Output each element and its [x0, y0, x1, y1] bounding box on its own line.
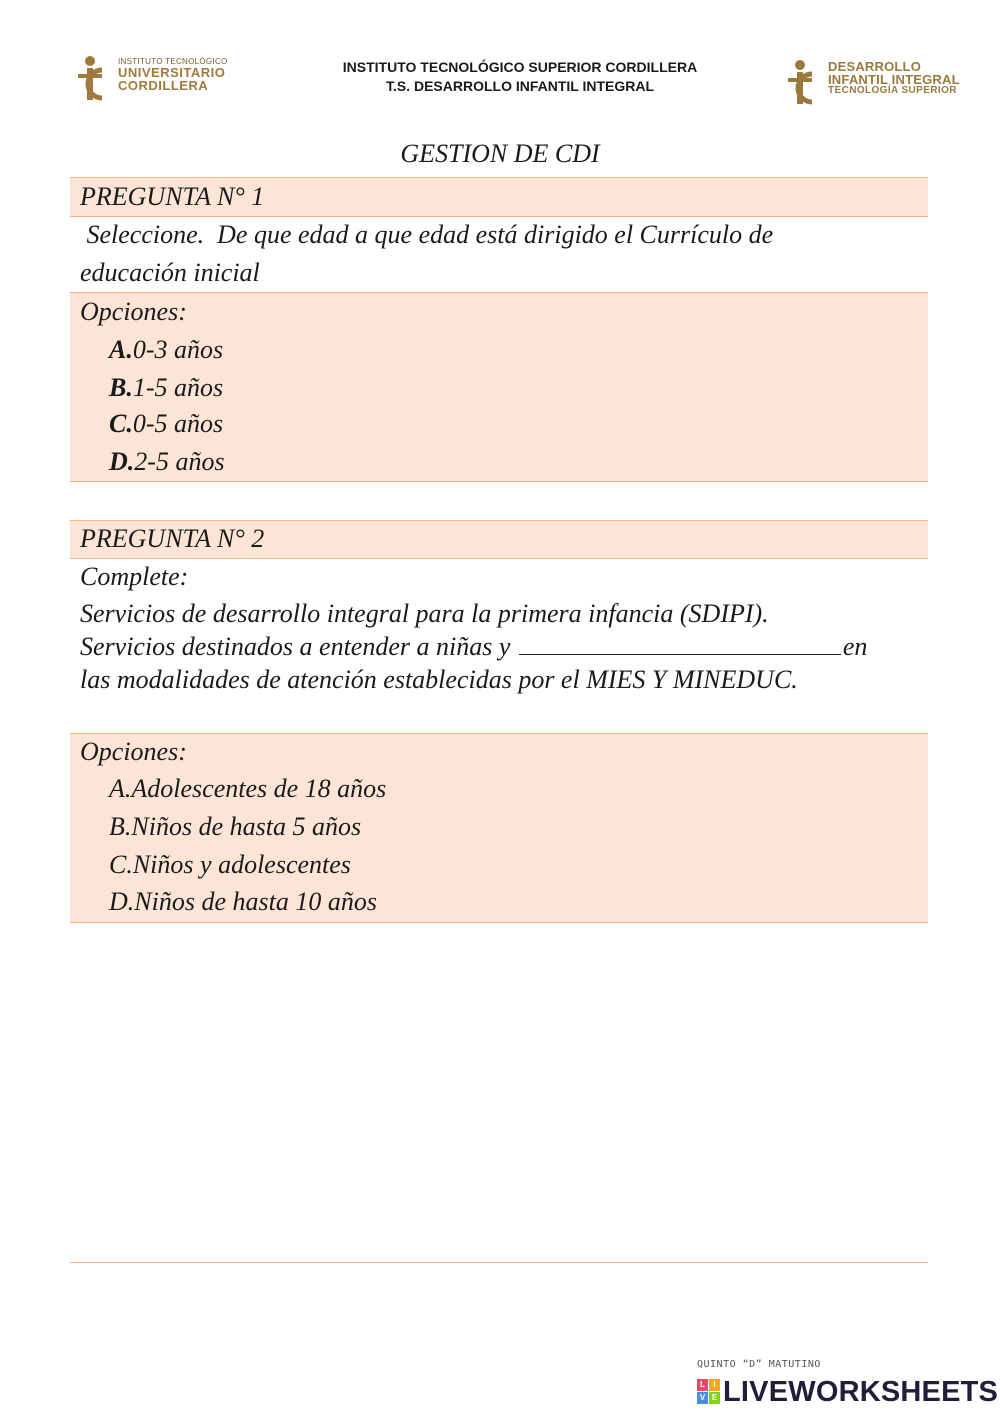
option-letter: B. — [109, 812, 132, 841]
institution-header — [280, 58, 760, 96]
left-logo-line2: UNIVERSITARIO — [118, 65, 226, 80]
q1-prompt-line2: educación inicial — [80, 258, 260, 287]
q1-option-c[interactable] — [109, 411, 223, 437]
option-letter: B. — [109, 373, 133, 402]
badge-letter-e: E — [709, 1392, 720, 1404]
option-letter: A. — [109, 335, 133, 364]
option-letter: C. — [109, 409, 133, 438]
right-logo-line3: TECNOLOGÍA SUPERIOR — [828, 85, 957, 96]
left-logo — [72, 52, 242, 106]
q1-option-b[interactable] — [109, 375, 223, 401]
left-logo-line1: INSTITUTO TECNOLÓGICO — [118, 57, 228, 66]
left-logo-text — [118, 58, 228, 92]
q2-option-b[interactable] — [109, 814, 361, 840]
q2-option-d[interactable] — [109, 889, 377, 915]
q1-option-a[interactable] — [109, 337, 223, 363]
option-letter: D. — [109, 447, 135, 476]
footer-divider — [70, 1262, 928, 1263]
badge-letter-i: I — [709, 1379, 720, 1391]
answer-blank[interactable] — [519, 634, 841, 655]
option-text: Niños y adolescentes — [132, 850, 351, 879]
option-text: Adolescentes de 18 años — [131, 774, 387, 803]
q2-sentence-line3: las modalidades de atención establecidas por el MIES Y MINEDUC. — [80, 665, 798, 694]
q2-sentence-line2 — [80, 634, 867, 660]
option-text: 0-5 años — [132, 409, 224, 438]
footer-note: QUINTO “D” MATUTINO — [697, 1359, 821, 1370]
q1-option-d[interactable] — [109, 449, 225, 475]
q2-line2-before: Servicios destinados a entender a niñas y — [80, 632, 517, 661]
q2-instruction: Complete: — [80, 562, 189, 591]
liveworksheets-logo-icon — [697, 1379, 721, 1405]
option-letter: A. — [109, 774, 132, 803]
liveworksheets-wordmark: LIVEWORKSHEETS — [723, 1376, 999, 1408]
q1-prompt-line1: Seleccione. De que edad a que edad está dirigido el Currículo de — [80, 220, 774, 249]
q2-line2-after: en — [842, 632, 868, 661]
q2-heading: PREGUNTA N° 2 — [80, 524, 265, 553]
option-text: Niños de hasta 5 años — [131, 812, 362, 841]
cordillera-logo-icon — [72, 54, 108, 104]
right-logo — [782, 56, 972, 110]
right-logo-text — [828, 60, 960, 96]
program-logo-icon — [782, 58, 818, 108]
q2-option-c[interactable] — [109, 852, 351, 878]
institution-name: INSTITUTO TECNOLÓGICO SUPERIOR CORDILLERA — [342, 59, 698, 75]
option-text: 2-5 años — [134, 447, 225, 476]
option-text: 1-5 años — [132, 373, 224, 402]
right-logo-line1: DESARROLLO — [828, 59, 921, 74]
option-text: Niños de hasta 10 años — [134, 887, 377, 916]
program-name: T.S. DESARROLLO INFANTIL INTEGRAL — [385, 78, 655, 94]
badge-letter-l: L — [697, 1379, 708, 1391]
right-logo-line2: INFANTIL INTEGRAL — [828, 72, 960, 87]
q2-option-a[interactable] — [109, 776, 386, 802]
badge-letter-v: V — [697, 1392, 708, 1404]
option-text: 0-3 años — [132, 335, 224, 364]
q1-heading: PREGUNTA N° 1 — [80, 182, 265, 211]
page-title: GESTION DE CDI — [400, 139, 600, 168]
option-letter: D. — [109, 887, 135, 916]
q2-sentence-line1: Servicios de desarrollo integral para la primera infancia (SDIPI). — [80, 599, 769, 628]
left-logo-line3: CORDILLERA — [118, 78, 209, 93]
q2-options-label: Opciones: — [80, 737, 187, 766]
q1-options-label: Opciones: — [80, 297, 187, 326]
option-letter: C. — [109, 850, 133, 879]
